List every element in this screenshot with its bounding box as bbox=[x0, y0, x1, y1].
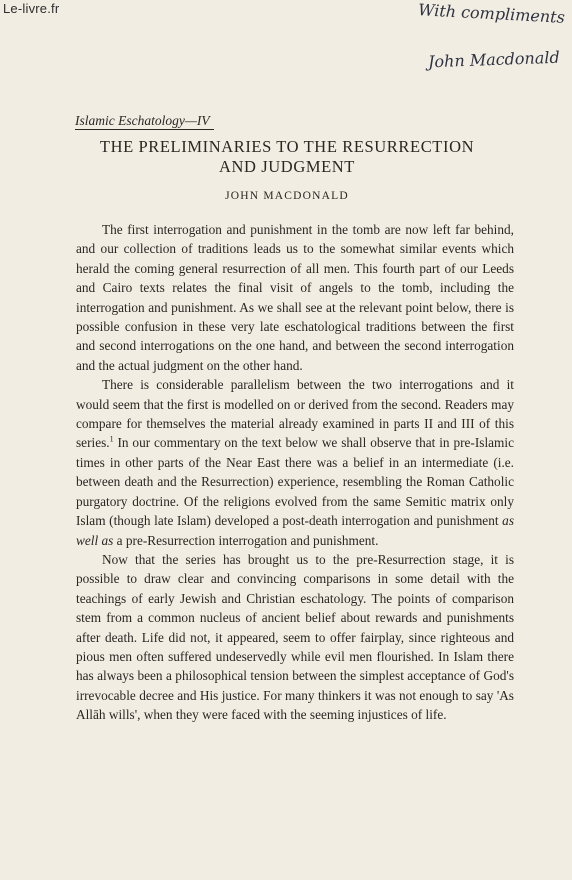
paragraph-2-text-c: a pre-Resurrection interrogation and punishment. bbox=[113, 532, 379, 548]
watermark: Le-livre.fr bbox=[3, 1, 60, 16]
paragraph-1: The first interrogation and punishment in the tomb are now left far behind, and our collection of traditions leads us to the somewhat similar events which herald the coming general resurrection of all men. This fourth part of our Leeds and Cairo texts relates the final visit of angels to the tomb, including the interrogation and punishment. As we shall see at the relevant point below, there is possible confusion in these very late eschatological traditions between the first and second interrogations on the one hand, and between the second interrogation and the actual judgment on the other hand. bbox=[76, 222, 514, 373]
paragraph-2-text-a: There is considerable parallelism between the two interrogations and it would seem that the first is modelled on or derived from the second. Readers may compare for themselves the material already examined in parts II and III of this series. bbox=[76, 377, 514, 451]
footnote-marker: 1 bbox=[109, 435, 114, 445]
series-label: Islamic Eschatology—IV bbox=[75, 113, 214, 130]
title-line-2: AND JUDGMENT bbox=[219, 157, 355, 176]
handwritten-signature: John Macdonald bbox=[427, 47, 560, 72]
article-body bbox=[76, 220, 514, 725]
article-title bbox=[70, 137, 504, 177]
paragraph-2-emphasis: as well as bbox=[76, 513, 514, 548]
paragraph-3: Now that the series has brought us to the pre-Resurrection stage, it is possible to draw clear and convincing comparisons in some detail with the teachings of early Jewish and Christian eschatology. The points of comparison stem from a common nucleus of ancient belief about rewards and punishments after death. Life did not, it appeared, seem to offer fairplay, since righteous and pious men often suffered undeservedly while evil men flourished. In Islam there has always been a philosophical tension between the simplest acceptance of God's irrevocable decree and His justice. For many thinkers it was not enough to say 'As Allāh wills', when they were faced with the seeming injustices of life. bbox=[76, 551, 514, 723]
handwritten-compliments: With compliments bbox=[417, 0, 566, 27]
title-line-1: THE PRELIMINARIES TO THE RESURRECTION bbox=[99, 137, 475, 156]
paragraph-2-text-b: In our commentary on the text below we shall observe that in pre-Islamic times in other parts of the Near East there was a belief in an intermediate (i.e. between death and the Resurrection) experience, resembling the Roman Catholic purgatory doctrine. Of the religions evolved from the same Semitic matrix only Islam (though late Islam) developed a post-death interrogation and punishment bbox=[76, 435, 514, 529]
author-name: JOHN MACDONALD bbox=[225, 190, 349, 202]
paragraph-2 bbox=[76, 375, 514, 550]
